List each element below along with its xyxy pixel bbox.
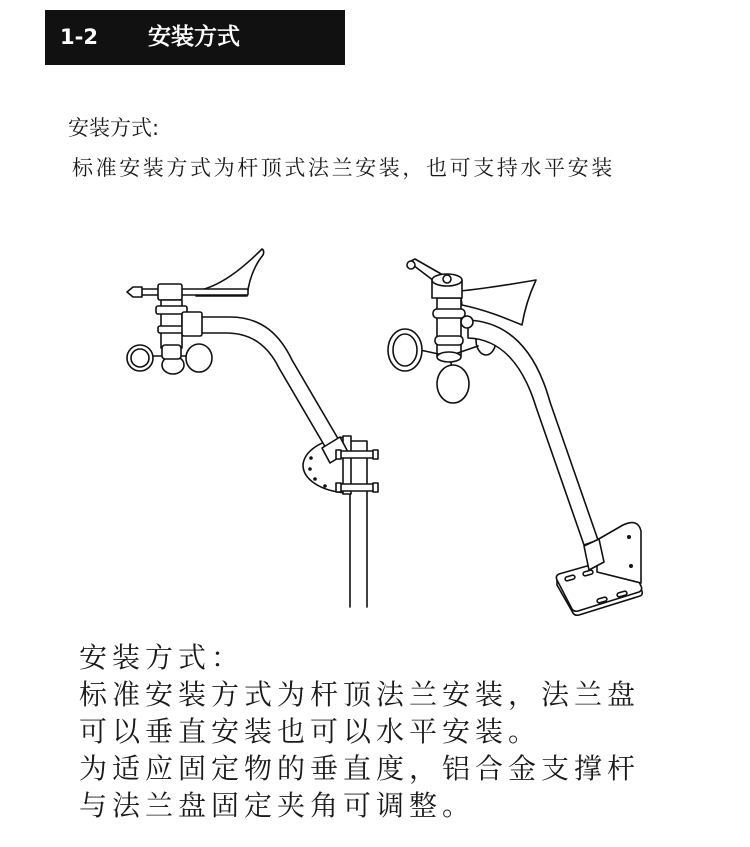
flange-bolt-hole <box>323 484 327 488</box>
section-title: 安装方式 <box>148 24 240 50</box>
anemometer-cup-rim <box>393 334 417 366</box>
wind-sensor-head <box>388 259 536 403</box>
body-collar <box>158 326 185 333</box>
bracket-bolt-hole <box>627 535 631 539</box>
bracket-plate <box>597 523 641 583</box>
flange-bolt-hole <box>308 467 312 471</box>
clamp-nut <box>373 450 378 459</box>
description-line: 可以垂直安装也可以水平安装。 <box>79 715 542 748</box>
wind-sensor-head <box>127 249 264 374</box>
flange-bolt-hole <box>313 477 317 481</box>
body-collar <box>433 309 465 318</box>
support-arm <box>200 317 340 450</box>
body-collar <box>435 336 463 345</box>
vane-hub <box>158 284 182 300</box>
intro-heading: 安装方式: <box>68 116 160 140</box>
vane-nose <box>127 287 142 297</box>
description-line: 与法兰盘固定夹角可调整。 <box>79 789 476 822</box>
u-bolt-clamp <box>340 451 374 458</box>
description-heading: 安装方式： <box>79 641 245 674</box>
u-bolt-clamp <box>340 484 374 491</box>
section-header-bar <box>45 10 345 65</box>
installation-illustrations <box>100 230 660 620</box>
anemometer-cup-rim <box>131 349 149 367</box>
description-line: 为适应固定物的垂直度，铝合金支撑杆 <box>79 752 641 785</box>
vane-rod <box>140 289 248 295</box>
anemometer-cup <box>437 365 469 403</box>
description-line: 标准安装方式为杆顶法兰安装，法兰盘 <box>79 678 641 711</box>
sensor-body <box>437 298 461 356</box>
horizontal-flange-mount-drawing <box>388 259 642 615</box>
cup-hub <box>437 352 461 362</box>
arm-clamp-knob <box>461 316 473 328</box>
vane-nose-tip <box>407 261 415 269</box>
vertical-pole-mount-drawing <box>127 249 378 607</box>
mounting-pole <box>350 441 367 607</box>
installation-description <box>79 639 640 824</box>
clamp-nut <box>336 450 341 459</box>
arm-clamp-block <box>182 312 202 336</box>
section-number: 1-2 <box>60 25 98 49</box>
cup-hub <box>162 345 181 359</box>
bracket-bolt-hole <box>629 564 633 568</box>
flange-bolt-hole <box>309 456 313 460</box>
anemometer-cup <box>186 344 212 372</box>
clamp-nut <box>336 483 341 492</box>
intro-text: 标准安装方式为杆顶式法兰安装，也可支持水平安装 <box>72 156 615 180</box>
hub-cap <box>443 275 451 283</box>
clamp-nut <box>373 483 378 492</box>
